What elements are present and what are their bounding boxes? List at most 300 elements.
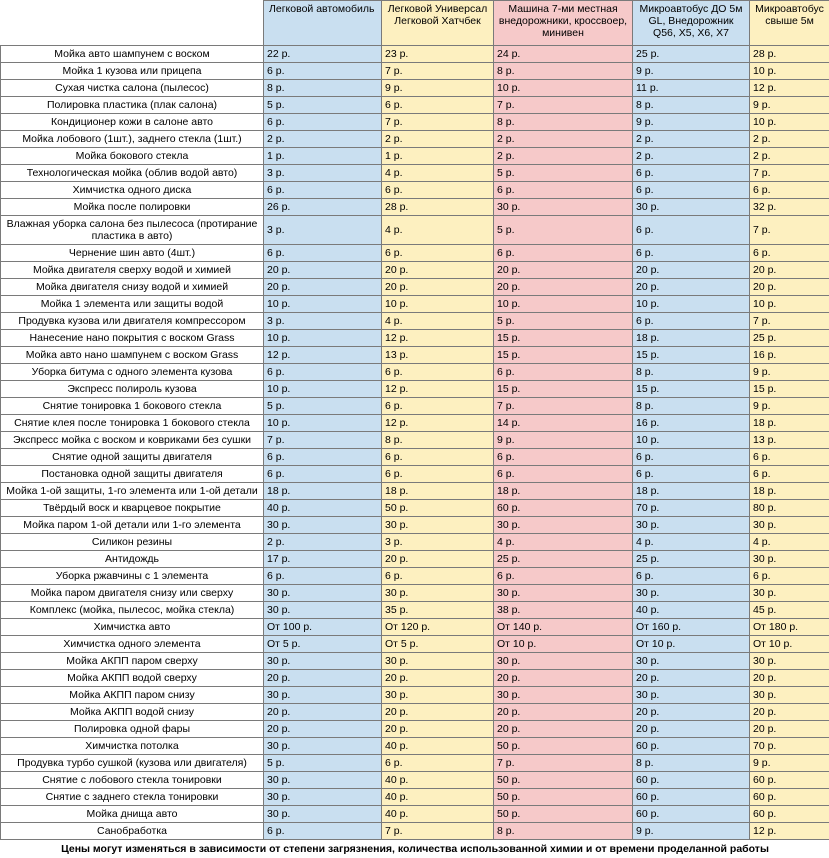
price-cell: 5 р. [264,755,382,772]
price-cell: 20 р. [264,670,382,687]
price-cell: От 10 р. [494,636,633,653]
service-name: Уборка битума с одного элемента кузова [1,364,264,381]
price-cell: 10 р. [494,80,633,97]
service-name: Снятие с заднего стекла тонировки [1,789,264,806]
price-cell: 30 р. [264,653,382,670]
price-table-body [1,46,829,840]
table-row [1,585,829,602]
price-cell: 20 р. [633,704,750,721]
service-name: Мойка 1 кузова или прицепа [1,63,264,80]
table-row [1,46,829,63]
price-cell: 30 р. [633,653,750,670]
price-cell: 30 р. [264,772,382,789]
price-cell: 6 р. [633,216,750,245]
table-row [1,63,829,80]
price-cell: 70 р. [750,738,829,755]
service-name: Мойка АКПП паром сверху [1,653,264,670]
table-row [1,313,829,330]
price-cell: 3 р. [264,165,382,182]
price-cell: 9 р. [633,114,750,131]
price-cell: 60 р. [750,806,829,823]
service-name: Санобработка [1,823,264,840]
price-cell: 6 р. [633,165,750,182]
table-row [1,398,829,415]
price-cell: От 10 р. [633,636,750,653]
price-cell: 10 р. [494,296,633,313]
price-cell: 20 р. [750,704,829,721]
price-cell: 20 р. [633,262,750,279]
price-cell: 8 р. [633,755,750,772]
price-cell: От 5 р. [264,636,382,653]
price-cell: 6 р. [382,182,494,199]
price-cell: 10 р. [633,432,750,449]
price-cell: 10 р. [264,296,382,313]
price-cell: 2 р. [264,534,382,551]
price-cell: 12 р. [264,347,382,364]
table-row [1,721,829,738]
service-name: Мойка двигателя сверху водой и химией [1,262,264,279]
price-cell: 20 р. [264,721,382,738]
price-cell: 20 р. [264,704,382,721]
header-row [1,1,829,46]
service-name: Постановка одной защиты двигателя [1,466,264,483]
service-name: Уборка ржавчины с 1 элемента [1,568,264,585]
price-cell: 30 р. [264,789,382,806]
price-cell: 8 р. [264,80,382,97]
price-cell: 20 р. [494,721,633,738]
price-cell: 6 р. [264,182,382,199]
price-cell: 15 р. [494,347,633,364]
price-cell: 6 р. [264,364,382,381]
price-cell: 20 р. [264,279,382,296]
price-cell: 6 р. [750,182,829,199]
price-cell: 30 р. [633,517,750,534]
price-cell: 1 р. [382,148,494,165]
service-name: Химчистка потолка [1,738,264,755]
service-name: Экспресс полироль кузова [1,381,264,398]
service-name: Химчистка авто [1,619,264,636]
table-row [1,262,829,279]
price-cell: 6 р. [494,568,633,585]
price-cell: 70 р. [633,500,750,517]
price-cell: 10 р. [750,63,829,80]
price-cell: 30 р. [494,585,633,602]
price-cell: 60 р. [750,772,829,789]
price-cell: 4 р. [382,313,494,330]
table-row [1,653,829,670]
price-cell: 60 р. [750,789,829,806]
price-cell: 7 р. [750,165,829,182]
price-cell: 4 р. [382,165,494,182]
price-cell: 10 р. [750,296,829,313]
price-cell: 6 р. [382,568,494,585]
footer-row [1,840,829,858]
price-cell: 9 р. [633,63,750,80]
service-name: Химчистка одного диска [1,182,264,199]
service-name: Снятие тонировка 1 бокового стекла [1,398,264,415]
table-row [1,381,829,398]
price-cell: 11 р. [633,80,750,97]
price-cell: 6 р. [633,245,750,262]
price-cell: 3 р. [382,534,494,551]
price-cell: 6 р. [633,182,750,199]
price-cell: 17 р. [264,551,382,568]
price-cell: 20 р. [382,721,494,738]
service-column-header [1,1,264,46]
price-cell: 20 р. [494,670,633,687]
price-cell: 30 р. [382,653,494,670]
price-cell: 12 р. [750,80,829,97]
price-cell: 2 р. [494,131,633,148]
price-cell: 6 р. [633,449,750,466]
service-name: Полировка одной фары [1,721,264,738]
price-cell: 50 р. [494,738,633,755]
service-name: Продувка кузова или двигателя компрессором [1,313,264,330]
price-cell: 30 р. [750,687,829,704]
price-cell: 15 р. [633,381,750,398]
price-cell: 13 р. [750,432,829,449]
service-name: Влажная уборка салона без пылесоса (протирание пластика в авто) [1,216,264,245]
service-name: Сухая чистка салона (пылесос) [1,80,264,97]
table-row [1,330,829,347]
service-name: Мойка АКПП паром снизу [1,687,264,704]
price-cell: 60 р. [633,738,750,755]
price-cell: 30 р. [750,653,829,670]
price-cell: 6 р. [494,466,633,483]
price-cell: 6 р. [382,466,494,483]
price-cell: 50 р. [494,772,633,789]
price-cell: 3 р. [264,313,382,330]
price-cell: 30 р. [633,585,750,602]
price-cell: 12 р. [382,381,494,398]
price-cell: 28 р. [382,199,494,216]
price-cell: От 100 р. [264,619,382,636]
table-row [1,500,829,517]
price-cell: 7 р. [494,97,633,114]
price-cell: 10 р. [264,415,382,432]
price-cell: 30 р. [382,585,494,602]
price-cell: 15 р. [494,330,633,347]
price-cell: 20 р. [264,262,382,279]
footer-note: Цены могут изменяться в зависимости от степени загрязнения, количества использованной химии и от времени проделанной работы [1,840,829,858]
price-cell: 2 р. [633,131,750,148]
price-cell: 30 р. [494,653,633,670]
price-cell: 38 р. [494,602,633,619]
service-name: Мойка авто нано шампунем с воском Grass [1,347,264,364]
price-cell: 10 р. [264,330,382,347]
service-name: Антидождь [1,551,264,568]
price-cell: 7 р. [494,755,633,772]
price-cell: 6 р. [750,449,829,466]
price-cell: 30 р. [264,738,382,755]
table-row [1,80,829,97]
service-name: Продувка турбо сушкой (кузова или двигателя) [1,755,264,772]
price-cell: 35 р. [382,602,494,619]
price-cell: 7 р. [750,313,829,330]
table-row [1,789,829,806]
table-row [1,823,829,840]
price-cell: 40 р. [382,772,494,789]
price-cell: 26 р. [264,199,382,216]
price-cell: 40 р. [633,602,750,619]
price-cell: 4 р. [494,534,633,551]
price-cell: 6 р. [382,755,494,772]
price-cell: 7 р. [264,432,382,449]
price-cell: 30 р. [633,687,750,704]
price-cell: 20 р. [382,670,494,687]
price-cell: 8 р. [633,97,750,114]
price-cell: 40 р. [264,500,382,517]
price-cell: 28 р. [750,46,829,63]
price-cell: 7 р. [382,114,494,131]
price-cell: 30 р. [750,551,829,568]
column-header-7-seat-suv: Машина 7-ми местная внедорожники, кроссвоер, минивен [494,1,633,46]
table-row [1,165,829,182]
price-cell: 2 р. [382,131,494,148]
service-name: Технологическая мойка (облив водой авто) [1,165,264,182]
price-cell: 12 р. [382,330,494,347]
price-cell: 18 р. [382,483,494,500]
service-name: Мойка двигателя снизу водой и химией [1,279,264,296]
price-cell: 6 р. [382,398,494,415]
price-cell: 6 р. [494,449,633,466]
table-row [1,704,829,721]
service-name: Мойка 1-ой защиты, 1-го элемента или 1-ой детали [1,483,264,500]
table-row [1,199,829,216]
price-cell: 8 р. [633,398,750,415]
price-cell: 16 р. [633,415,750,432]
price-cell: 5 р. [494,216,633,245]
price-cell: 25 р. [633,551,750,568]
service-name: Снятие одной защиты двигателя [1,449,264,466]
price-cell: От 180 р. [750,619,829,636]
price-cell: 30 р. [750,517,829,534]
table-row [1,534,829,551]
price-cell: 30 р. [494,517,633,534]
price-cell: От 140 р. [494,619,633,636]
service-name: Кондиционер кожи в салоне авто [1,114,264,131]
price-cell: 5 р. [264,97,382,114]
price-cell: 30 р. [264,687,382,704]
price-cell: 12 р. [382,415,494,432]
price-cell: 1 р. [264,148,382,165]
price-cell: 6 р. [382,97,494,114]
table-row [1,619,829,636]
price-cell: 20 р. [633,670,750,687]
price-cell: 6 р. [494,364,633,381]
table-row [1,432,829,449]
price-cell: 25 р. [750,330,829,347]
price-cell: 2 р. [494,148,633,165]
price-cell: 23 р. [382,46,494,63]
service-name: Силикон резины [1,534,264,551]
table-row [1,551,829,568]
price-cell: 32 р. [750,199,829,216]
price-cell: 2 р. [750,131,829,148]
price-cell: 20 р. [382,704,494,721]
price-cell: 15 р. [494,381,633,398]
table-row [1,636,829,653]
price-cell: 4 р. [382,216,494,245]
table-row [1,216,829,245]
price-cell: 5 р. [264,398,382,415]
price-cell: 9 р. [750,364,829,381]
table-row [1,182,829,199]
price-cell: 45 р. [750,602,829,619]
service-name: Чернение шин авто (4шт.) [1,245,264,262]
price-cell: 4 р. [750,534,829,551]
service-name: Мойка паром 1-ой детали или 1-го элемента [1,517,264,534]
price-cell: 6 р. [494,245,633,262]
price-cell: 60 р. [633,789,750,806]
price-cell: 40 р. [382,789,494,806]
price-cell: 9 р. [750,97,829,114]
service-name: Мойка АКПП водой сверху [1,670,264,687]
price-cell: 9 р. [382,80,494,97]
service-name: Мойка 1 элемента или защиты водой [1,296,264,313]
price-cell: 24 р. [494,46,633,63]
price-cell: 6 р. [633,568,750,585]
price-cell: 40 р. [382,738,494,755]
table-row [1,347,829,364]
price-cell: 18 р. [633,330,750,347]
price-cell: 30 р. [264,806,382,823]
table-row [1,245,829,262]
service-name: Мойка авто шампунем с воском [1,46,264,63]
price-cell: 20 р. [633,721,750,738]
table-row [1,364,829,381]
price-cell: 4 р. [633,534,750,551]
price-cell: 7 р. [382,63,494,80]
price-cell: 6 р. [264,114,382,131]
table-row [1,296,829,313]
price-cell: 30 р. [633,199,750,216]
service-name: Мойка бокового стекла [1,148,264,165]
price-cell: 20 р. [494,279,633,296]
price-cell: 30 р. [750,585,829,602]
price-cell: 60 р. [633,806,750,823]
price-cell: 6 р. [264,823,382,840]
price-cell: 50 р. [494,789,633,806]
service-name: Химчистка одного элемента [1,636,264,653]
price-cell: 7 р. [382,823,494,840]
price-cell: 20 р. [494,704,633,721]
price-cell: 6 р. [382,364,494,381]
service-name: Экспресс мойка с воском и ковриками без сушки [1,432,264,449]
price-cell: 18 р. [264,483,382,500]
service-name: Нанесение нано покрытия с воском Grass [1,330,264,347]
price-cell: 22 р. [264,46,382,63]
price-cell: 30 р. [382,687,494,704]
price-cell: 8 р. [494,63,633,80]
price-cell: 60 р. [494,500,633,517]
price-cell: 30 р. [264,602,382,619]
price-cell: 30 р. [264,517,382,534]
price-cell: 20 р. [750,721,829,738]
table-row [1,687,829,704]
price-cell: 30 р. [494,687,633,704]
service-name: Мойка днища авто [1,806,264,823]
price-cell: 6 р. [494,182,633,199]
price-cell: 9 р. [750,755,829,772]
price-cell: 20 р. [750,262,829,279]
price-cell: 6 р. [264,63,382,80]
price-cell: От 5 р. [382,636,494,653]
price-cell: 9 р. [633,823,750,840]
price-cell: 18 р. [633,483,750,500]
price-cell: 6 р. [382,449,494,466]
table-row [1,755,829,772]
price-cell: 20 р. [633,279,750,296]
column-header-passenger-car: Легковой автомобиль [264,1,382,46]
service-name: Полировка пластика (плак салона) [1,97,264,114]
price-cell: 2 р. [264,131,382,148]
table-row [1,449,829,466]
table-row [1,517,829,534]
price-cell: 8 р. [494,823,633,840]
price-cell: От 160 р. [633,619,750,636]
price-cell: 6 р. [633,466,750,483]
price-cell: 7 р. [750,216,829,245]
price-cell: 8 р. [633,364,750,381]
price-cell: 6 р. [264,449,382,466]
price-cell: 3 р. [264,216,382,245]
price-cell: 18 р. [750,483,829,500]
price-cell: 50 р. [494,806,633,823]
price-cell: 20 р. [750,670,829,687]
table-row [1,806,829,823]
column-header-minibus-over-5m: Микроавтобус свыше 5м [750,1,829,46]
price-cell: 20 р. [382,279,494,296]
table-row [1,602,829,619]
price-cell: 14 р. [494,415,633,432]
price-cell: 20 р. [494,262,633,279]
column-header-wagon-hatchback: Легковой Универсал Легковой Хатчбек [382,1,494,46]
price-cell: 9 р. [750,398,829,415]
price-cell: 9 р. [494,432,633,449]
price-cell: 20 р. [382,551,494,568]
price-cell: 15 р. [750,381,829,398]
price-cell: 10 р. [264,381,382,398]
price-cell: 6 р. [382,245,494,262]
price-cell: 10 р. [633,296,750,313]
price-cell: 6 р. [633,313,750,330]
service-name: Мойка АКПП водой снизу [1,704,264,721]
price-cell: 5 р. [494,165,633,182]
price-cell: 5 р. [494,313,633,330]
price-cell: 15 р. [633,347,750,364]
price-cell: 30 р. [494,199,633,216]
price-cell: 50 р. [382,500,494,517]
table-row [1,568,829,585]
service-name: Мойка лобового (1шт.), заднего стекла (1шт.) [1,131,264,148]
price-cell: 8 р. [494,114,633,131]
price-cell: 6 р. [750,568,829,585]
price-cell: 60 р. [633,772,750,789]
price-cell: 20 р. [382,262,494,279]
price-cell: 6 р. [264,245,382,262]
price-cell: 2 р. [750,148,829,165]
price-cell: 7 р. [494,398,633,415]
price-cell: 18 р. [494,483,633,500]
service-name: Снятие с лобового стекла тонировки [1,772,264,789]
price-cell: 20 р. [750,279,829,296]
service-name: Комплекс (мойка, пылесос, мойка стекла) [1,602,264,619]
price-cell: 6 р. [264,568,382,585]
price-cell: 10 р. [750,114,829,131]
price-cell: 6 р. [750,466,829,483]
price-cell: От 120 р. [382,619,494,636]
